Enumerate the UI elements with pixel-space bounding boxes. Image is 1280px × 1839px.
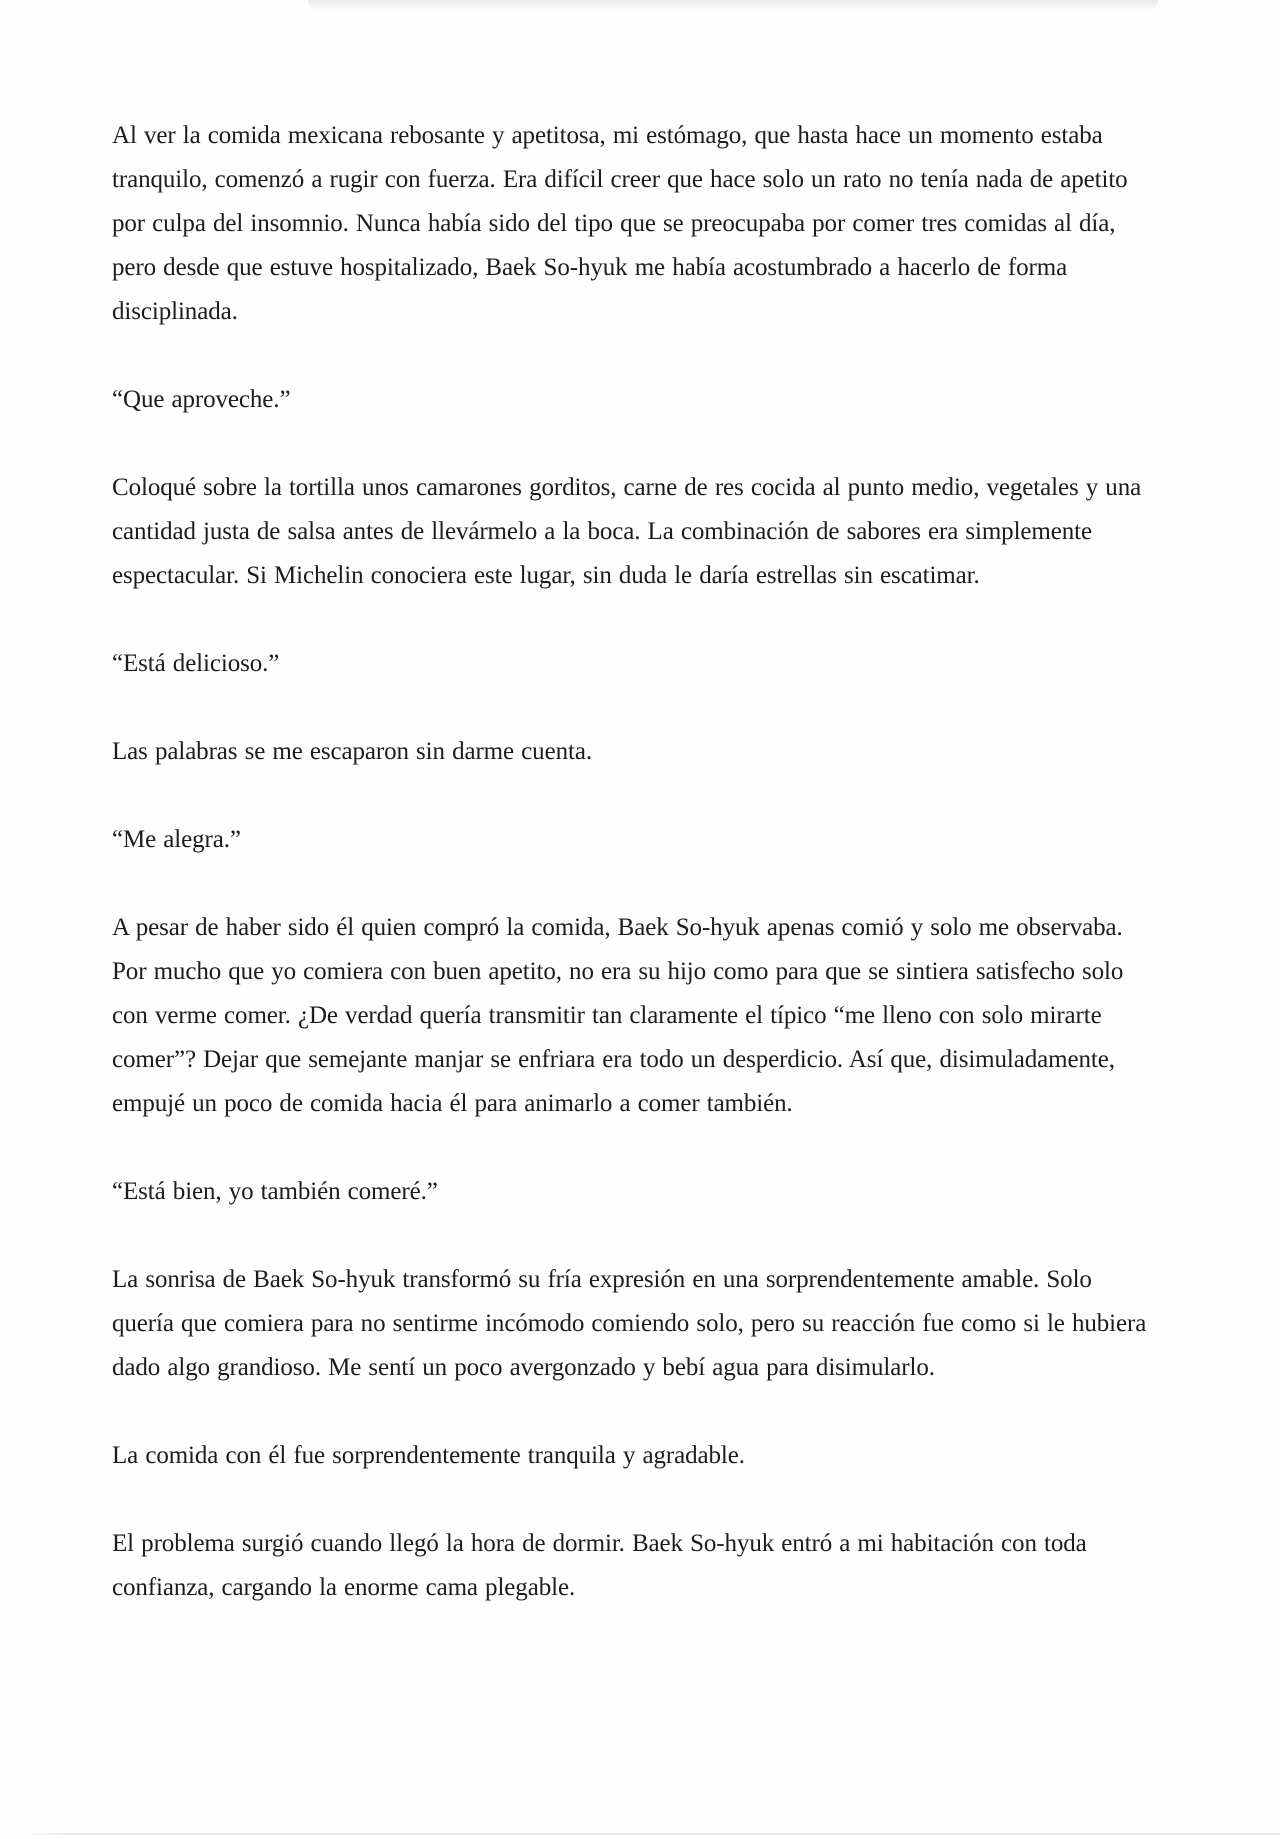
narration-paragraph: Las palabras se me escaparon sin darme cuenta. xyxy=(112,738,592,765)
narration-paragraph: El problema surgió cuando llegó la hora de dormir. Baek So-hyuk entró a mi habitación con toda confianza, cargando la enorme cama plegable. xyxy=(112,1530,1087,1601)
dialogue-paragraph: “Está delicioso.” xyxy=(112,650,280,677)
bottom-divider xyxy=(28,1833,1280,1835)
narration-paragraph: A pesar de haber sido él quien compró la comida, Baek So-hyuk apenas comió y solo me observaba. Por mucho que yo comiera con buen apetito, no era su hijo como para que se sintiera satisfecho solo con verme comer. ¿De verdad quería transmitir tan claramente el típico “me lleno con solo mirarte comer”? Dejar que semejante manjar se enfriara era todo un desperdicio. Así que, disimuladamente, empujé un poco de comida hacia él para animarlo a comer también. xyxy=(112,914,1124,1117)
dialogue-paragraph: “Está bien, yo también comeré.” xyxy=(112,1178,438,1205)
narration-paragraph: La sonrisa de Baek So-hyuk transformó su fría expresión en una sorprendentemente amable. Solo quería que comiera para no sentirme incómodo comiendo solo, pero su reacción fue como si le hubiera dado algo grandioso. Me sentí un poco avergonzado y bebí agua para disimularlo. xyxy=(112,1266,1147,1381)
dialogue-paragraph: “Me alegra.” xyxy=(112,826,241,853)
narration-paragraph: Coloqué sobre la tortilla unos camarones gorditos, carne de res cocida al punto medio, vegetales y una cantidad justa de salsa antes de llevármelo a la boca. La combinación de sabores era simplemente espectacular. Si Michelin conociera este lugar, sin duda le daría estrellas sin escatimar. xyxy=(112,474,1142,589)
toolbar-fade-shadow xyxy=(308,0,1158,11)
narration-paragraph: La comida con él fue sorprendentemente tranquila y agradable. xyxy=(112,1442,745,1469)
page-content xyxy=(112,114,1158,1654)
narration-paragraph: Al ver la comida mexicana rebosante y apetitosa, mi estómago, que hasta hace un momento estaba tranquilo, comenzó a rugir con fuerza. Era difícil creer que hace solo un rato no tenía nada de apetito por culpa del insomnio. Nunca había sido del tipo que se preocupaba por comer tres comidas al día, pero desde que estuve hospitalizado, Baek So-hyuk me había acostumbrado a hacerlo de forma disciplinada. xyxy=(112,122,1128,325)
dialogue-paragraph: “Que aproveche.” xyxy=(112,386,291,413)
